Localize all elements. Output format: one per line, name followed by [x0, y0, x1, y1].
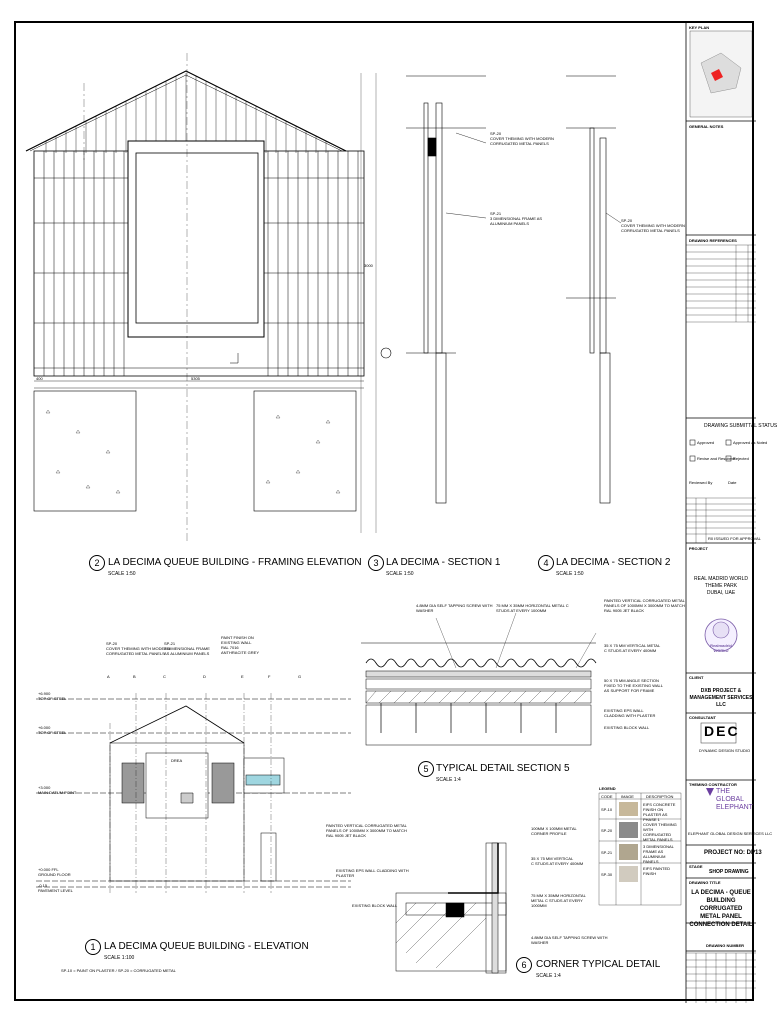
level-3: +3.000 MAIN DATUM POINT — [38, 785, 77, 795]
detail6-block-note: EXISTING BLOCK WALL — [352, 903, 398, 908]
general-notes-label: GENERAL NOTES — [689, 124, 724, 129]
legend-image-3 — [619, 844, 638, 860]
elevation-gate-tag: DREA — [171, 758, 183, 763]
legend-desc-4: EIFS PAINTED FINISH — [643, 866, 671, 876]
elevation-bottom-note: SP-10 = PAINT ON PLASTER / SP-20 = CORRUGATED METAL — [61, 968, 176, 973]
grid-label-a: A — [107, 674, 110, 679]
project-label: PROJECT — [689, 546, 708, 551]
consultant-label: CONSULTANT — [689, 715, 716, 720]
level-5: -0.15 PAVEMENT LEVEL — [38, 883, 73, 893]
section1-note-sp20: SP-20 COVER THEMING WITH MODERN CORRUGATED METAL PANELS — [490, 131, 554, 146]
view-4-title: LA DECIMA - SECTION 2 — [556, 557, 671, 568]
detail5-screw-note: 4.8MM DIA SELF TAPPING SCREW WITH WASHER — [416, 603, 493, 613]
view-3-title: LA DECIMA - SECTION 1 — [386, 557, 501, 568]
titleblock-frame — [686, 23, 756, 1003]
elevation-note-left: SP-20 COVER THEMING WITH MODERN CORRUGATED METAL PANELS — [106, 641, 170, 656]
legend-code-1: SP-10 — [601, 807, 613, 812]
elevation-note-mid: SP-21 3 DIMENSIONAL FRAME AS ALUMINIUM PANELS — [164, 641, 210, 656]
contractor-label: THEMING CONTRACTOR — [689, 782, 737, 787]
view-2-bubble: 2 — [89, 555, 105, 571]
consultant-name: DYNAMIC DESIGN STUDIO — [699, 748, 751, 753]
detail6-eps-note: EXISTING EPS WALL CLADDING WITH PLASTER — [336, 868, 409, 878]
total-width-dim: 5305 — [191, 376, 200, 381]
elevation-1-drawing — [36, 693, 351, 893]
view-4-bubble: 4 — [538, 555, 554, 571]
grid-label-f: F — [268, 674, 271, 679]
view-5-scale: SCALE 1:4 — [436, 777, 461, 783]
reviewed-by-label: Reviewed By — [689, 480, 713, 485]
legend-code-2: SP-20 — [601, 828, 613, 833]
detail5-cstuds-note: 75 MM X 35MM HORIZONTAL METAL C STUDS AT EVERY 1000MM — [496, 603, 569, 613]
grid-label-e: E — [241, 674, 244, 679]
view-6-bubble: 6 — [516, 957, 532, 973]
view-4-scale: SCALE 1:50 — [556, 571, 584, 577]
legend-desc-2: COVER THEMING WITH CORRUGATED METAL PANELS — [643, 822, 677, 842]
detail6-vertical-note: 35 X 75 MM VERTICAL C STUDS AT EVERY 400MM — [531, 856, 584, 866]
status-b: Approved as Noted — [733, 440, 768, 445]
detail5-block-note: EXISTING BLOCK WALL — [604, 725, 650, 730]
detail-6-drawing — [396, 843, 506, 973]
view-1-title: LA DECIMA QUEUE BUILDING - ELEVATION — [104, 941, 309, 952]
legend-header-image: IMAGE — [621, 794, 634, 799]
view-3-bubble: 3 — [368, 555, 384, 571]
legend-title: LEGEND — [599, 786, 616, 791]
col-dim: 400 — [36, 376, 43, 381]
revision-note: R0 ISSUED FOR APPROVAL — [708, 536, 761, 541]
section2-note-sp20: SP-20 COVER THEMING WITH MODERN CORRUGATED METAL PANELS — [621, 218, 685, 233]
view-2-scale: SCALE 1:50 — [108, 571, 136, 577]
legend-image-4 — [619, 866, 638, 882]
section-2-drawing — [566, 76, 621, 503]
drawing-references-label: DRAWING REFERENCES — [689, 238, 737, 243]
view-2-title: LA DECIMA QUEUE BUILDING - FRAMING ELEVATION — [108, 557, 362, 568]
view-3-scale: SCALE 1:50 — [386, 571, 414, 577]
key-plan-label: KEY PLAN — [689, 25, 710, 30]
detail6-corner-note: 100MM X 100MM METAL CORNER PROFILE — [531, 826, 577, 836]
stage-label: STAGE — [689, 864, 703, 869]
date-label: Date — [728, 480, 737, 485]
view-6-scale: SCALE 1:4 — [536, 973, 561, 979]
legend-desc-1: EIFS CONCRETE FINISH ON PLASTER AS PHASE 1 — [643, 802, 676, 822]
framing-elevation-drawing — [26, 53, 391, 543]
project-name: REAL MADRID WORLD THEME PARK DUBAI, UAE — [694, 576, 748, 596]
grid-label-d: D — [203, 674, 206, 679]
view-1-bubble: 1 — [85, 939, 101, 955]
drawing-title-label: DRAWING TITLE — [689, 880, 721, 885]
status-c: Revise and Resubmit — [697, 456, 736, 461]
legend-image-1 — [619, 802, 638, 816]
section-1-drawing — [406, 76, 486, 503]
height-dim: 3000 — [364, 263, 373, 268]
detail-5-drawing — [361, 613, 596, 745]
view-5-bubble: 5 — [418, 761, 434, 777]
project-number: PROJECT NO: DP13 — [704, 850, 762, 856]
grid-label-g: G — [298, 674, 302, 679]
status-a: Approved — [697, 440, 715, 445]
legend-image-2 — [619, 822, 638, 838]
detail6-horizontal-note: 75 MM X 35MM HORIZONTAL METAL C STUDS AT EVERY 1000MM — [531, 893, 586, 908]
submittal-status-label: DRAWING SUBMITTAL STATUS — [704, 423, 777, 429]
view-5-title: TYPICAL DETAIL SECTION 5 — [436, 763, 570, 774]
contractor-logo-text: THE GLOBAL ELEPHANT — [716, 788, 753, 811]
contractor-logo — [706, 788, 714, 796]
detail5-eps-note: EXISTING EPS WALL CLADDING WITH PLASTER — [604, 708, 656, 718]
level-2: +6.000 TOP OF STEEL — [38, 725, 67, 735]
legend-header-code: CODE — [601, 794, 613, 799]
grid-label-b: B — [133, 674, 136, 679]
client-label: CLIENT — [689, 675, 704, 680]
legend-code-4: SP-30 — [601, 872, 613, 877]
detail5-angle-note: 50 X 75 MM ANGLE SECTION FIXED TO THE EXISTING WALL AS SUPPORT FOR FRAME — [604, 678, 663, 693]
legend-code-3: SP-21 — [601, 850, 613, 855]
section1-note-sp21: SP-21 3 DIMENSIONAL FRAME AS ALUMINIUM PANELS — [490, 211, 543, 226]
client-name: DXB PROJECT & MANAGEMENT SERVICES LLC — [689, 688, 753, 708]
drawing-sheet — [14, 21, 777, 1001]
view-1-scale: SCALE 1:100 — [104, 955, 135, 961]
detail6-painted-note: PAINTED VERTICAL CORRUGATED METAL PANELS OF 1000MM X 3000MM TO MATCH RAL 9005 JET BLACK — [326, 823, 407, 838]
legend-header-desc: DESCRIPTION — [646, 794, 674, 799]
level-4: +0.000 FFL GROUND FLOOR — [38, 867, 71, 877]
status-d: Rejected — [733, 456, 749, 461]
elevation-note-right: PAINT FINISH ON EXISTING WALL RAL 7016 ANTHRACITE GREY — [221, 635, 260, 655]
consultant-logo-text: DEC — [704, 723, 740, 739]
level-1: +6.900 TOP OF STEEL — [38, 691, 67, 701]
grid-label-c: C — [163, 674, 166, 679]
contractor-name: ELEPHANT GLOBAL DESIGN SERVICES LLC — [688, 831, 773, 836]
drawing-title: LA DECIMA - QUEUE BUILDING CORRUGATED METAL PANEL CONNECTION DETAIL — [689, 890, 753, 928]
legend-desc-3: 3 DIMENSIONAL FRAME AS ALUMINIUM PANELS — [643, 844, 674, 864]
project-logo-text: Realmadrid WORLD — [710, 643, 732, 653]
detail6-screw-note: 4.8MM DIA SELF TAPPING SCREW WITH WASHER — [531, 935, 608, 945]
detail5-vertical-note: 35 X 75 MM VERTICAL METAL C STUDS AT EVERY 400MM — [604, 643, 661, 653]
view-6-title: CORNER TYPICAL DETAIL — [536, 959, 661, 970]
drawing-number-label: DRAWING NUMBER — [706, 943, 744, 948]
stage-value: SHOP DRAWING — [709, 869, 749, 875]
detail5-painted-note: PAINTED VERTICAL CORRUGATED METAL PANELS OF 1000MM X 3000MM TO MATCH RAL 9005 JET BLACK — [604, 598, 685, 613]
